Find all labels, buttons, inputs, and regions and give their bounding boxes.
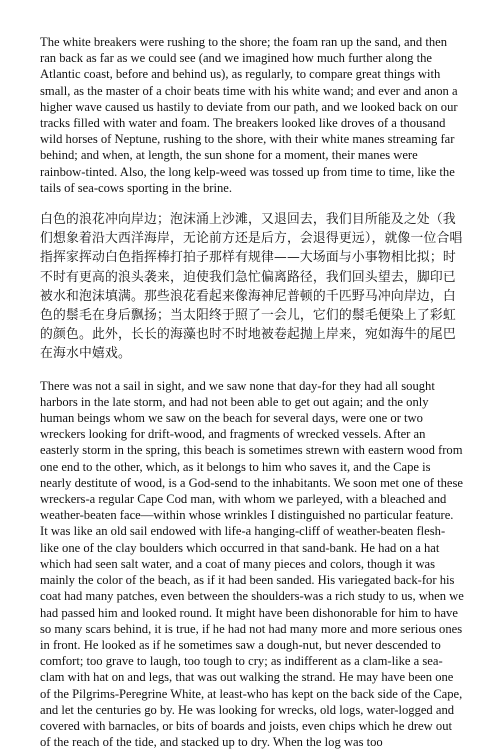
document-page	[40, 34, 464, 750]
paragraph-english-1: The white breakers were rushing to the shore; the foam ran up the sand, and then ran back as far as we could see (and we imagined how much further along the Atlantic coast, before and behind us), as regularly, to compare great things with small, as the master of a choir beats time with his white wand; and ever and anon a higher wave caused us hastily to deviate from our path, and we looked back on our tracks filled with water and foam. The breakers looked like droves of a thousand wild horses of Neptune, rushing to the shore, with their white manes streaming far behind; and when, at length, the sun shone for a moment, their manes were rainbow-tinted. Also, the long kelp-weed was tossed up from time to time, like the tails of sea-cows sporting in the brine.	[40, 35, 458, 195]
paragraph-english-2: There was not a sail in sight, and we saw none that day-for they had all sought harbors in the late storm, and had not been able to get out again; and the only human beings whom we saw on the beach for several days, were one or two wreckers looking for drift-wood, and fragments of wrecked vessels. After an easterly storm in the spring, this beach is sometimes strewn with eastern wood from one end to the other, which, as it belongs to him who saves it, and the Cape is nearly destitute of wood, is a God-send to the inhabitants. We soon met one of these wreckers-a regular Cape Cod man, with whom we parleyed, with a bleached and weather-beaten face—within whose wrinkles I distinguished no particular feature. It was like an old sail endowed with life-a hanging-cliff of weather-beaten flesh-like one of the clay boulders which occurred in that sand-bank. He had on a hat which had seen salt water, and a coat of many pieces and colors, though it was mainly the color of the beach, as if it had been sanded. His variegated back-for his coat had many patches, even between the shoulders-was a rich study to us, when we had passed him and looked round. It might have been dishonorable for him to have so many scars behind, it is true, if he had not had many more and more serious ones in front. He looked as if he sometimes saw a dough-nut, but never descended to comfort; too grave to laugh, too tough to cry; as indifferent as a clam-like a sea-clam with hat on and legs, that was out walking the strand. He may have been one of the Pilgrims-Peregrine White, at least-who has kept on the back side of the Cape, and let the centuries go by. He was looking for wrecks, old logs, water-logged and covered with barnacles, or bits of boards and joists, even chips which he drew out of the reach of the tide, and stacked up to dry. When the log was too	[40, 378, 464, 750]
paragraph-chinese-translation: 白色的浪花冲向岸边；泡沫涌上沙滩，又退回去，我们目所能及之处（我们想象着沿大西洋海岸，无论前方还是后方，会退得更远），就像一位合唱指挥家挥动白色指挥棒打拍子那样有规律——大场面与小事物相比拟；时不时有更高的浪头袭来，迫使我们急忙偏离路径，我们回头望去，脚印已被水和泡沫填满。那些浪花看起来像海神尼普顿的千匹野马冲向岸边，白色的鬃毛在身后飘扬；当太阳终于照了一会儿，它们的鬃毛便染上了彩虹的颜色。此外，长长的海藻也时不时地被卷起抛上岸来，宛如海牛的尾巴在海水中嬉戏。	[40, 212, 463, 362]
